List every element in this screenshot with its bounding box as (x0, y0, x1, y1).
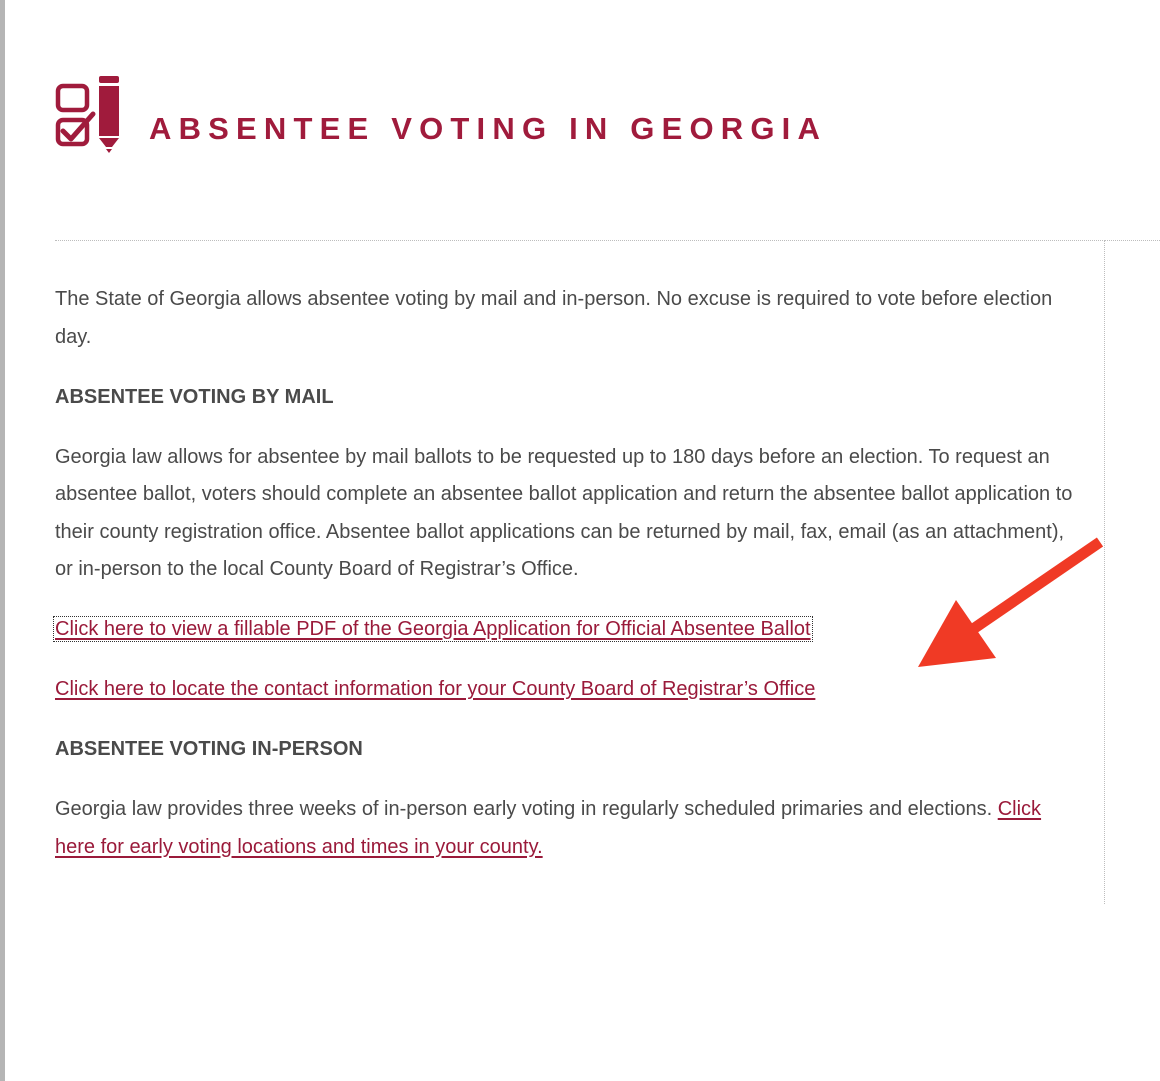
page-header (55, 74, 827, 154)
mail-section-paragraph: Georgia law allows for absentee by mail ballots to be requested up to 180 days before an election. To request an absentee ballot, voters should complete an absentee ballot application and return the absentee ballot application to their county registration office. Absentee ballot applications can be returned by mail, fax, email (as an attachment), or in-person to the local County Board of Registrar’s Office. (55, 445, 1073, 580)
inperson-section-text: Georgia law provides three weeks of in-person early voting in regularly scheduled primaries and elections. (55, 798, 998, 820)
header-divider (55, 240, 1105, 241)
county-registrar-link[interactable]: Click here to locate the contact information for your County Board of Registrar’s Office (55, 678, 816, 700)
window-left-border (0, 0, 5, 1081)
intro-paragraph: The State of Georgia allows absentee voting by mail and in-person. No excuse is required to vote before election day. (55, 288, 1053, 348)
mail-section-heading: ABSENTEE VOTING BY MAIL (55, 385, 334, 408)
page-title: ABSENTEE VOTING IN GEORGIA (149, 110, 828, 146)
inperson-section-heading: ABSENTEE VOTING IN-PERSON (55, 738, 363, 760)
red-arrow-icon (900, 530, 1120, 680)
sidebar-divider (1105, 240, 1160, 241)
ballot-checkbox-icon (55, 74, 125, 154)
inperson-section-paragraph (55, 791, 1075, 866)
early-voting-locations-link[interactable]: Click here for early voting locations and times in your county. (55, 798, 1042, 858)
absentee-application-pdf-link[interactable]: Click here to view a fillable PDF of the Georgia Application for Official Absentee Ballot (55, 618, 811, 640)
